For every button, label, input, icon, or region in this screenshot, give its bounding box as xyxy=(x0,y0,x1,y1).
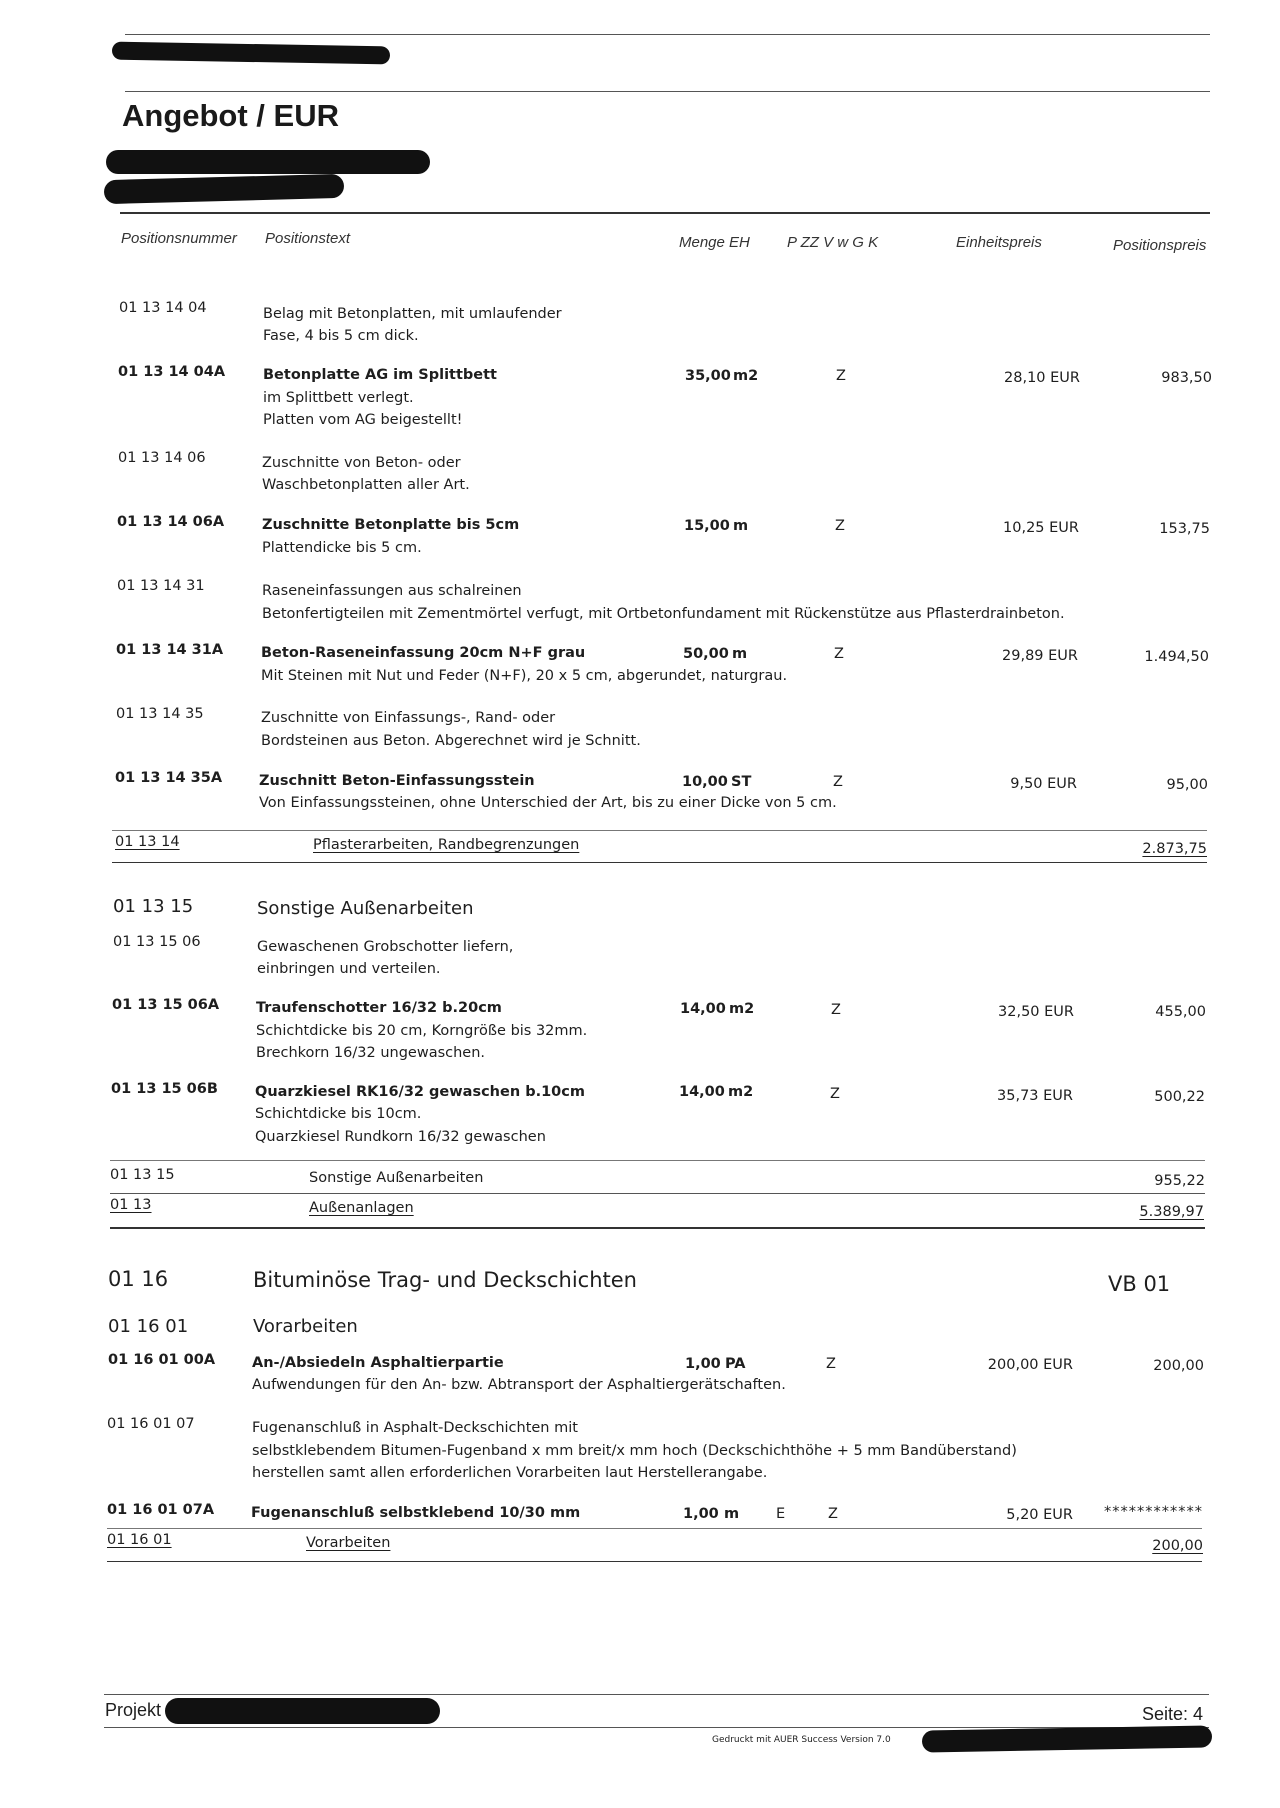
flag-z: Z xyxy=(836,368,846,384)
position-price: 95,00 xyxy=(1166,777,1208,793)
quantity: 1,00 xyxy=(683,1506,719,1522)
position-title: Zuschnitt Beton-Einfassungsstein xyxy=(259,773,535,789)
redacted-bar xyxy=(165,1698,440,1724)
position-number: 01 13 14 35 xyxy=(116,706,204,722)
unit: m2 xyxy=(728,1084,754,1100)
position-number: 01 13 15 06 xyxy=(113,934,201,950)
position-number: 01 16 01 07A xyxy=(107,1502,215,1518)
position-number: 01 13 14 35A xyxy=(115,770,223,786)
quantity: 1,00 xyxy=(685,1356,721,1372)
flag-z: Z xyxy=(830,1086,840,1102)
position-number: 01 13 14 31 xyxy=(117,578,205,594)
position-text: Raseneinfassungen aus schalreinen xyxy=(262,583,522,599)
position-number: 01 16 01 00A xyxy=(108,1352,216,1368)
redacted-bar xyxy=(106,150,430,174)
position-title: Zuschnitte Betonplatte bis 5cm xyxy=(262,517,520,533)
flag-z: Z xyxy=(828,1506,838,1522)
position-title: Beton-Raseneinfassung 20cm N+F grau xyxy=(261,645,586,661)
flag-z: Z xyxy=(835,518,845,534)
col-header-qty: Menge EH xyxy=(679,234,750,251)
group-badge: VB 01 xyxy=(1108,1272,1171,1296)
flag-z: Z xyxy=(831,1002,841,1018)
sum-label: Außenanlagen xyxy=(309,1200,414,1216)
position-number: 01 13 14 06A xyxy=(117,514,225,530)
position-text: selbstklebendem Bitumen-Fugenband x mm breit/x mm hoch (Deckschichthöhe + 5 mm Bandüberstand) xyxy=(252,1443,1017,1459)
col-header-text: Positionstext xyxy=(265,230,351,247)
position-title: Fugenanschluß selbstklebend 10/30 mm xyxy=(251,1505,581,1521)
position-text: Aufwendungen für den An- bzw. Abtransport der Asphaltiergerätschaften. xyxy=(252,1377,786,1393)
unit-price: 28,10 EUR xyxy=(1004,370,1080,386)
position-price: 455,00 xyxy=(1155,1004,1206,1020)
position-text: herstellen samt allen erforderlichen Vorarbeiten laut Herstellerangabe. xyxy=(252,1465,768,1481)
position-text: Platten vom AG beigestellt! xyxy=(263,412,463,428)
unit: m xyxy=(724,1506,740,1522)
position-text: Gewaschenen Grobschotter liefern, xyxy=(257,939,514,955)
unit: m2 xyxy=(733,368,759,384)
position-text: im Splittbett verlegt. xyxy=(263,390,414,406)
position-text: Brechkorn 16/32 ungewaschen. xyxy=(256,1045,486,1061)
unit: m xyxy=(733,518,749,534)
unit: m xyxy=(732,646,748,662)
sum-total: 5.389,97 xyxy=(1139,1204,1204,1220)
position-text: Quarzkiesel Rundkorn 16/32 gewaschen xyxy=(255,1129,546,1145)
unit-price: 200,00 EUR xyxy=(987,1357,1073,1373)
col-header-pos: Positionsnummer xyxy=(121,230,237,247)
group-label: Bituminöse Trag- und Deckschichten xyxy=(253,1268,637,1292)
group-number: 01 16 01 xyxy=(108,1316,189,1337)
unit: ST xyxy=(731,774,752,790)
group-label: Sonstige Außenarbeiten xyxy=(257,898,474,919)
position-title: An-/Absiedeln Asphaltierpartie xyxy=(252,1355,504,1371)
unit-price: 29,89 EUR xyxy=(1002,648,1078,664)
sum-label: Sonstige Außenarbeiten xyxy=(309,1170,484,1186)
group-label: Vorarbeiten xyxy=(253,1316,358,1337)
position-text: Plattendicke bis 5 cm. xyxy=(262,540,422,556)
unit-price: 5,20 EUR xyxy=(1006,1507,1073,1523)
position-text: Waschbetonplatten aller Art. xyxy=(262,477,470,493)
unit-price: 10,25 EUR xyxy=(1003,520,1079,536)
sum-number: 01 13 14 xyxy=(115,834,180,850)
flag-z: Z xyxy=(826,1356,836,1372)
position-number: 01 13 15 06A xyxy=(112,997,220,1013)
sum-total: 955,22 xyxy=(1154,1173,1205,1189)
sum-number: 01 13 15 xyxy=(110,1167,175,1183)
group-number: 01 16 xyxy=(108,1267,169,1291)
position-number: 01 13 15 06B xyxy=(111,1081,218,1097)
quantity: 50,00 xyxy=(683,646,729,662)
page-title: Angebot / EUR xyxy=(122,98,339,133)
col-header-unit-price: Einheitspreis xyxy=(956,234,1042,251)
position-text: Fugenanschluß in Asphalt-Deckschichten mit xyxy=(252,1420,578,1436)
position-title: Traufenschotter 16/32 b.20cm xyxy=(256,1000,502,1016)
position-title: Betonplatte AG im Splittbett xyxy=(263,367,497,383)
sum-label: Vorarbeiten xyxy=(306,1535,391,1551)
footer-page-number: Seite: 4 xyxy=(1141,1704,1203,1724)
unit-price: 9,50 EUR xyxy=(1010,776,1077,792)
position-text: Bordsteinen aus Beton. Abgerechnet wird je Schnitt. xyxy=(261,733,641,749)
position-price: 500,22 xyxy=(1154,1089,1205,1105)
unit: PA xyxy=(725,1356,746,1372)
flag-z: Z xyxy=(834,646,844,662)
sum-total: 200,00 xyxy=(1152,1538,1203,1554)
position-number: 01 13 14 04 xyxy=(119,300,207,316)
position-text: Zuschnitte von Einfassungs-, Rand- oder xyxy=(261,710,556,726)
flag-e: E xyxy=(776,1506,786,1522)
quantity: 35,00 xyxy=(685,368,731,384)
quantity: 14,00 xyxy=(680,1001,726,1017)
sum-total: 2.873,75 xyxy=(1142,841,1207,857)
flag-z: Z xyxy=(833,774,843,790)
position-text: Betonfertigteilen mit Zementmörtel verfugt, mit Ortbetonfundament mit Rückenstütze aus Pflasterdrainbeton. xyxy=(262,606,1065,622)
position-text: Mit Steinen mit Nut und Feder (N+F), 20 x 5 cm, abgerundet, naturgrau. xyxy=(261,668,788,684)
position-text: Von Einfassungssteinen, ohne Unterschied der Art, bis zu einer Dicke von 5 cm. xyxy=(259,795,837,811)
position-text: Schichtdicke bis 10cm. xyxy=(255,1106,422,1122)
unit-price: 32,50 EUR xyxy=(998,1004,1074,1020)
sum-number: 01 16 01 xyxy=(107,1532,172,1548)
sum-number: 01 13 xyxy=(110,1197,152,1213)
col-header-flags: P ZZ V w G K xyxy=(787,234,879,251)
quantity: 15,00 xyxy=(684,518,730,534)
group-number: 01 13 15 xyxy=(113,896,194,917)
position-price: 1.494,50 xyxy=(1144,649,1209,665)
position-price: 153,75 xyxy=(1159,521,1210,537)
position-text: einbringen und verteilen. xyxy=(257,961,441,977)
redacted-bar xyxy=(112,42,390,65)
position-title: Quarzkiesel RK16/32 gewaschen b.10cm xyxy=(255,1084,585,1100)
unit-price: 35,73 EUR xyxy=(997,1088,1073,1104)
position-price: 200,00 xyxy=(1153,1358,1204,1374)
redacted-bar xyxy=(104,174,345,204)
position-number: 01 13 14 04A xyxy=(118,364,226,380)
position-text: Schichtdicke bis 20 cm, Korngröße bis 32mm. xyxy=(256,1023,588,1039)
position-number: 01 13 14 31A xyxy=(116,642,224,658)
position-text: Fase, 4 bis 5 cm dick. xyxy=(263,328,419,344)
position-text: Belag mit Betonplatten, mit umlaufender xyxy=(263,306,562,322)
unit: m2 xyxy=(729,1001,755,1017)
position-number: 01 16 01 07 xyxy=(107,1416,195,1432)
col-header-total: Positionspreis xyxy=(1113,237,1207,254)
sum-label: Pflasterarbeiten, Randbegrenzungen xyxy=(313,837,580,853)
footer-project-label: Projekt xyxy=(105,1700,162,1720)
position-number: 01 13 14 06 xyxy=(118,450,206,466)
quantity: 10,00 xyxy=(682,774,728,790)
position-price: 983,50 xyxy=(1161,370,1212,386)
footer-printed-by: Gedruckt mit AUER Success Version 7.0 xyxy=(712,1735,891,1745)
position-text: Zuschnitte von Beton- oder xyxy=(262,455,461,471)
redacted-bar xyxy=(922,1725,1212,1752)
position-price: ************ xyxy=(1104,1504,1203,1520)
quantity: 14,00 xyxy=(679,1084,725,1100)
